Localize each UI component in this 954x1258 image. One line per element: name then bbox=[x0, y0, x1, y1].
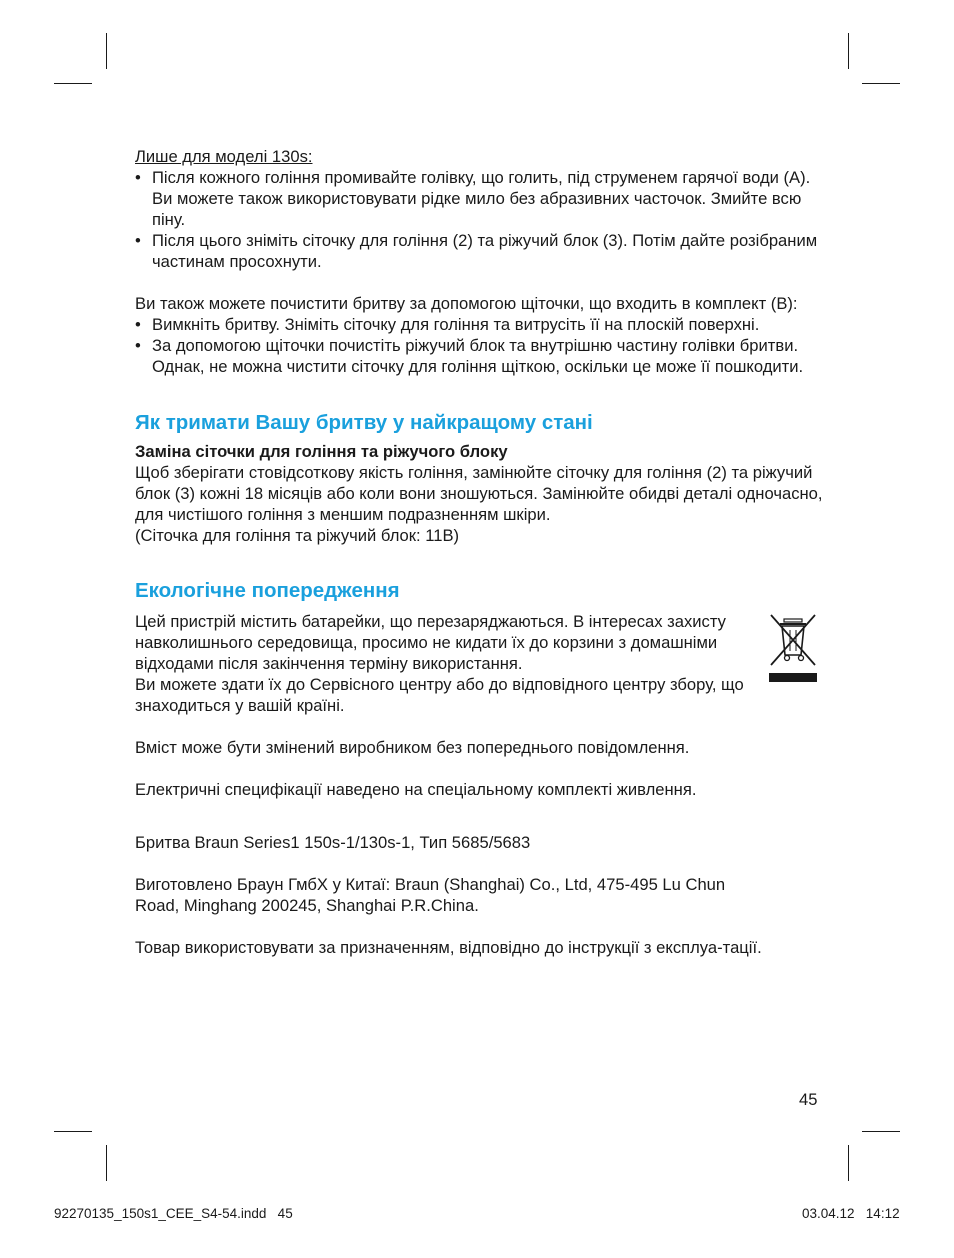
care-heading: Як тримати Вашу бритву у найкращому стані bbox=[135, 411, 593, 434]
page-content bbox=[135, 146, 825, 958]
crop-mark bbox=[54, 1131, 92, 1132]
crossed-out-wheelie-bin-icon bbox=[768, 613, 818, 683]
eco-body-collection: Ви можете здати їх до Сервісного центру або до відповідного центру збору, що знаходиться у вашій країні. bbox=[135, 675, 744, 715]
eco-body: Цей пристрій містить батарейки, що перезаряджаються. В інтересах захисту навколишнього середовища, просимо не кидати їх до корзини з домашніми відходами після закінчення терміну використання. bbox=[135, 612, 726, 673]
eco-heading: Екологічне попередження bbox=[135, 579, 400, 602]
list-item: • Після цього зніміть сіточку для гоління (2) та ріжучий блок (3). Потім дайте розібраним частинам просохнути. bbox=[135, 230, 825, 272]
change-notice: Вміст може бути змінений виробником без попереднього повідомлення. bbox=[135, 738, 690, 757]
replacement-body: Щоб зберігати стовідсоткову якість гоління, замінюйте сіточку для гоління (2) та ріжучий блок (3) кожні 18 місяців або коли вони зношуються. Замінюйте обидві деталі одночасно, для чистішого гоління з меншим подразненням шкіри. bbox=[135, 463, 823, 524]
model-info: Бритва Braun Series1 150s-1/130s-1, Тип 5685/5683 bbox=[135, 833, 531, 852]
footer-file-info: 92270135_150s1_CEE_S4-54.indd 45 bbox=[54, 1206, 293, 1221]
manufacturer-info: Виготовлено Браун ГмбХ у Китаї: Braun (Shanghai) Co., Ltd, 475-495 Lu Chun Road, Minghang 200245, Shanghai P.R.China. bbox=[135, 875, 726, 915]
crop-mark bbox=[862, 1131, 900, 1132]
page-number: 45 bbox=[799, 1090, 818, 1109]
crop-mark bbox=[106, 1145, 107, 1181]
crop-mark bbox=[106, 33, 107, 69]
rinse-instructions-list bbox=[135, 167, 825, 272]
electrical-notice: Електричні специфікації наведено на спеціальному комплекті живлення. bbox=[135, 780, 697, 799]
model-only-subheading: Лише для моделі 130s: bbox=[135, 147, 313, 166]
brush-cleaning-intro: Ви також можете почистити бритву за допомогою щіточки, що входить в комплект (В): bbox=[135, 294, 798, 313]
list-item: • Після кожного гоління промивайте голівку, що голить, під струменем гарячої води (А). Ви можете також використовувати рідке мило без абразивних часточок. Змийте всю піну. bbox=[135, 167, 825, 230]
usage-notice: Товар використовувати за призначенням, відповідно до інструкції з експлуа-тації. bbox=[135, 938, 762, 957]
crop-mark bbox=[848, 33, 849, 69]
list-item: • Вимкніть бритву. Зніміть сіточку для гоління та витрусіть її на плоскій поверхні. bbox=[135, 314, 825, 335]
crop-mark bbox=[54, 83, 92, 84]
brush-instructions-list bbox=[135, 314, 825, 377]
part-number-note: (Сіточка для гоління та ріжучий блок: 11В) bbox=[135, 526, 460, 545]
replacement-subheading: Заміна сіточки для гоління та ріжучого блоку bbox=[135, 442, 508, 461]
footer-date-time: 03.04.12 14:12 bbox=[802, 1206, 900, 1221]
crop-mark bbox=[848, 1145, 849, 1181]
eco-section bbox=[135, 611, 825, 716]
list-item: • За допомогою щіточки почистіть ріжучий блок та внутрішню частину голівки бритви. Однак, не можна чистити сіточку для гоління щіткою, оскільки це може її пошкодити. bbox=[135, 335, 825, 377]
crop-mark bbox=[862, 83, 900, 84]
